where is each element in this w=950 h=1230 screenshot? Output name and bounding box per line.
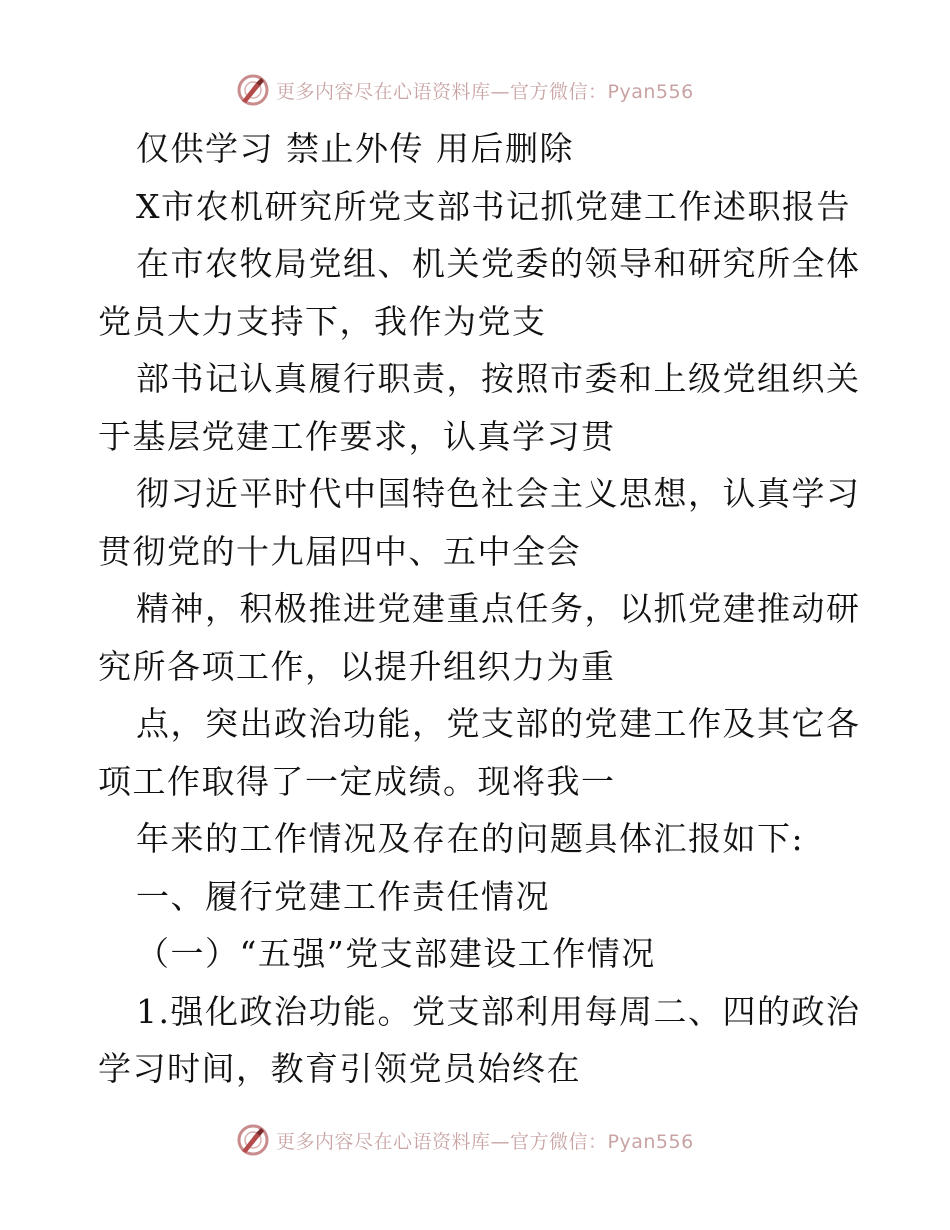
text-line: X市农机研究所党支部书记抓党建工作述职报告 <box>136 186 851 226</box>
watermark-id: Pyan556 <box>607 80 694 103</box>
pen-logo-icon <box>236 73 270 107</box>
text-line: 在市农牧局党组、机关党委的领导和研究所全体 <box>136 244 861 283</box>
watermark-text: 更多内容尽在心语资料库—官方微信： <box>276 80 608 103</box>
text-line: 1.强化政治功能。党支部利用每周二、四的政治 <box>136 991 861 1031</box>
text-line: 部书记认真履行职责，按照市委和上级党组织关 <box>136 359 861 398</box>
text-line: 彻习近平时代中国特色社会主义思想，认真学习 <box>136 474 861 513</box>
text-line: 项工作取得了一定成绩。现将我一 <box>98 761 616 801</box>
pen-logo-icon <box>236 1123 270 1157</box>
watermark-footer <box>236 1120 694 1160</box>
text-line: （一）“五强”党支部建设工作情况 <box>136 934 656 973</box>
document-body <box>98 120 861 1098</box>
text-line: 于基层党建工作要求，认真学习贯 <box>98 416 616 456</box>
text-line: 点，突出政治功能，党支部的党建工作及其它各 <box>136 704 861 743</box>
watermark-text: 更多内容尽在心语资料库—官方微信： <box>276 1130 608 1153</box>
text-line: 年来的工作情况及存在的问题具体汇报如下: <box>136 819 805 858</box>
text-line: 精神，积极推进党建重点任务，以抓党建推动研 <box>136 589 861 628</box>
text-line: 贯彻党的十九届四中、五中全会 <box>98 531 581 571</box>
watermark-id: Pyan556 <box>607 1130 694 1153</box>
text-line: 究所各项工作，以提升组织力为重 <box>98 646 616 686</box>
text-line: 仅供学习 禁止外传 用后删除 <box>136 129 574 168</box>
text-line: 党员大力支持下，我作为党支 <box>98 301 547 341</box>
watermark-header <box>236 70 694 110</box>
text-line: 一、履行党建工作责任情况 <box>136 876 550 916</box>
text-line: 学习时间，教育引领党员始终在 <box>98 1049 581 1088</box>
